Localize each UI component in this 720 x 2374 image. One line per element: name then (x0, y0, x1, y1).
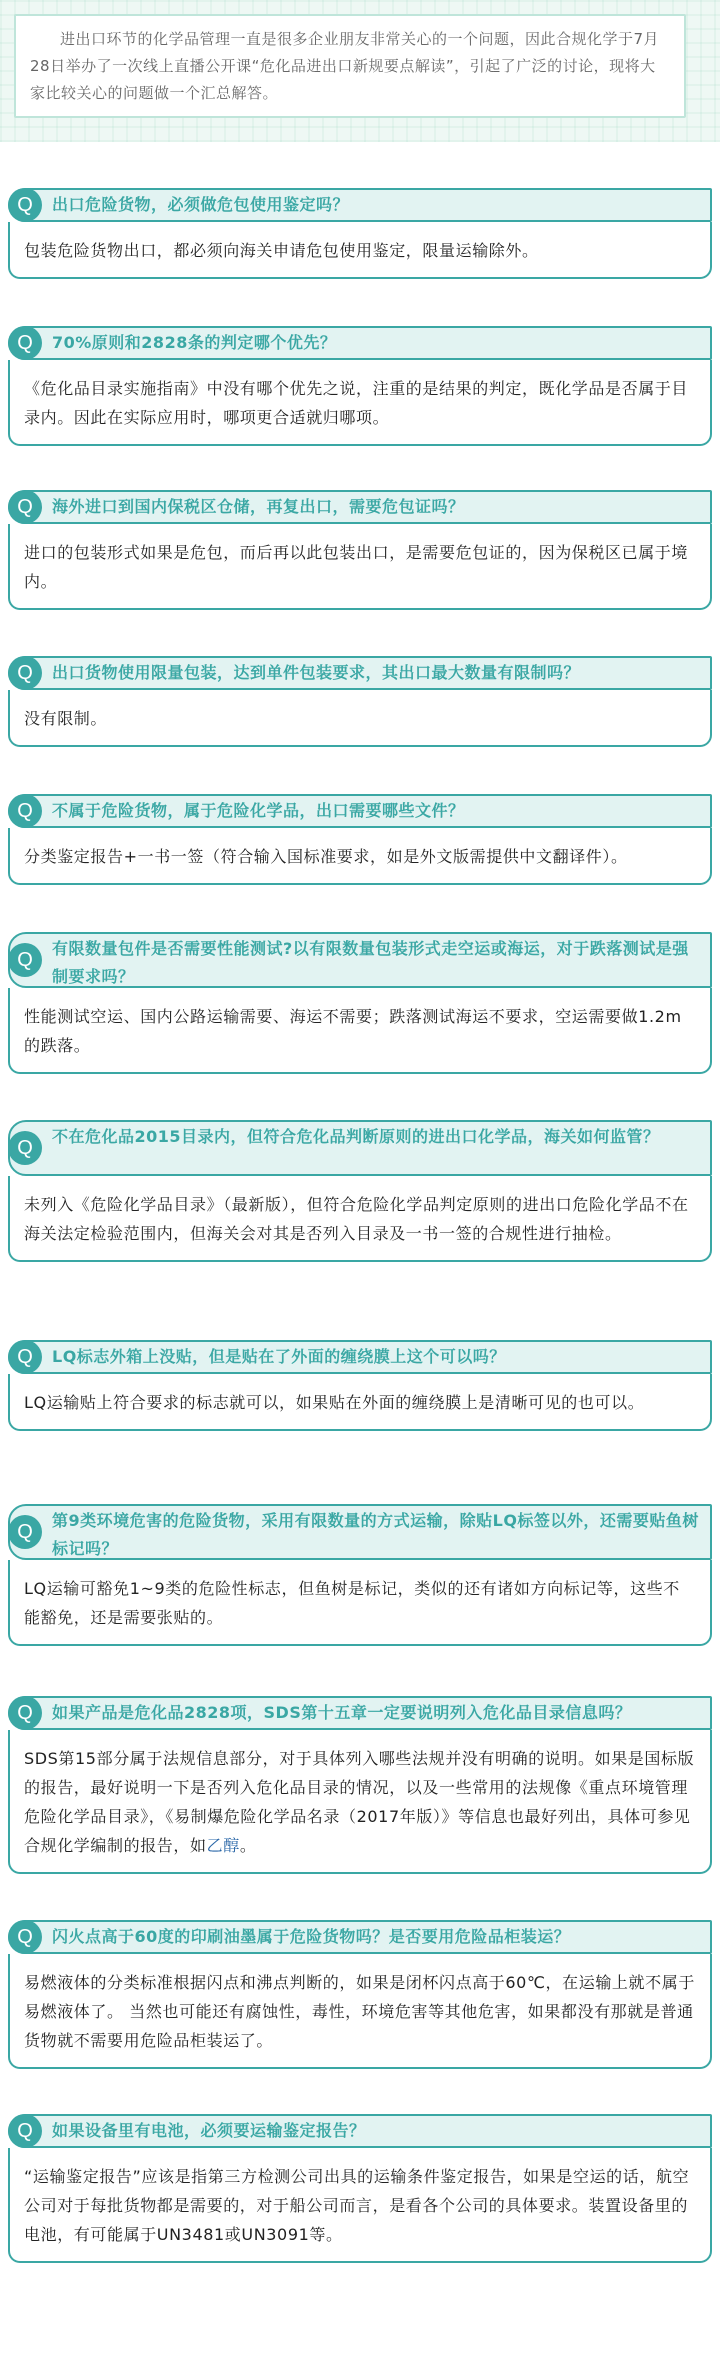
q-icon: Q (8, 490, 42, 524)
question-text: 不在危化品2015目录内，但符合危化品判断原则的进出口化学品，海关如何监管？ (52, 1127, 660, 1146)
answer-text: “运输鉴定报告”应该是指第三方检测公司出具的运输条件鉴定报告，如果是空运的话，航空公司对于每批货物都是需要的，对于船公司而言，是看各个公司的具体要求。装置设备里的电池，有可能属于UN3481或UN3091等。 (24, 2167, 690, 2244)
intro-text: 进出口环节的化学品管理一直是很多企业朋友非常关心的一个问题，因此合规化学于7月28日举办了一次线上直播公开课“危化品进出口新规要点解读”，引起了广泛的讨论，现将大家比较关心的问题做一个汇总解答。 (30, 30, 660, 102)
question-bar (8, 1696, 712, 1730)
q-icon: Q (8, 326, 42, 360)
answer-box (8, 364, 712, 446)
question-text: 第9类环境危害的危险货物，采用有限数量的方式运输，除贴LQ标签以外，还需要贴鱼树标记吗？ (52, 1511, 699, 1558)
qa-item (8, 2114, 712, 2263)
q-icon: Q (8, 1515, 42, 1549)
qa-item (8, 188, 712, 279)
question-bar (8, 188, 712, 222)
question-bar (8, 656, 712, 690)
answer-text: 分类鉴定报告+一书一签（符合输入国标准要求，如是外文版需提供中文翻译件）。 (24, 847, 628, 866)
question-text: 不属于危险货物，属于危险化学品，出口需要哪些文件？ (52, 801, 465, 820)
answer-box (8, 1958, 712, 2069)
qa-item (8, 932, 712, 1074)
q-icon: Q (8, 1920, 42, 1954)
qa-item (8, 1120, 712, 1262)
question-bar (8, 932, 712, 988)
question-text: 海外进口到国内保税区仓储，再复出口，需要危包证吗？ (52, 497, 465, 516)
answer-text: 没有限制。 (24, 709, 108, 728)
q-icon: Q (8, 188, 42, 222)
answer-text: 包装危险货物出口，都必须向海关申请危包使用鉴定，限量运输除外。 (24, 241, 539, 260)
answer-text: 《危化品目录实施指南》中没有哪个优先之说，注重的是结果的判定，既化学品是否属于目录内。因此在实际应用时，哪项更合适就归哪项。 (24, 379, 689, 427)
question-text: 出口危险货物，必须做危包使用鉴定吗？ (52, 195, 350, 214)
qa-item (8, 1920, 712, 2069)
answer-box (8, 528, 712, 610)
qa-item (8, 326, 712, 446)
answer-box (8, 1734, 712, 1874)
q-icon: Q (8, 2114, 42, 2148)
question-text: LQ标志外箱上没贴，但是贴在了外面的缠绕膜上这个可以吗？ (52, 1347, 506, 1366)
answer-text: LQ运输可豁免1~9类的危险性标志，但鱼树是标记，类似的还有诸如方向标记等，这些不能豁免，还是需要张贴的。 (24, 1579, 680, 1627)
answer-text: 性能测试空运、国内公路运输需要、海运不需要；跌落测试海运不要求，空运需要做1.2m的跌落。 (24, 1007, 682, 1055)
answer-box (8, 694, 712, 747)
q-icon: Q (8, 794, 42, 828)
answer-box (8, 2152, 712, 2263)
qa-item (8, 1696, 712, 1874)
question-text: 如果产品是危化品2828项，SDS第十五章一定要说明列入危化品目录信息吗？ (52, 1703, 632, 1722)
question-bar (8, 1340, 712, 1374)
question-bar (8, 1120, 712, 1176)
ethanol-report-link[interactable]: 乙醇 (206, 1836, 240, 1855)
q-icon: Q (8, 1696, 42, 1730)
qa-item (8, 794, 712, 885)
question-text: 闪火点高于60度的印刷油墨属于危险货物吗？是否要用危险品柜装运？ (52, 1927, 571, 1946)
q-icon: Q (8, 943, 42, 977)
question-text: 有限数量包件是否需要性能测试?以有限数量包装形式走空运或海运，对于跌落测试是强制要求吗？ (52, 939, 689, 986)
answer-box (8, 1180, 712, 1262)
answer-box (8, 226, 712, 279)
answer-box (8, 1378, 712, 1431)
question-bar (8, 1920, 712, 1954)
question-bar (8, 794, 712, 828)
question-bar (8, 490, 712, 524)
question-bar (8, 1504, 712, 1560)
answer-text: 进口的包装形式如果是危包，而后再以此包装出口，是需要危包证的，因为保税区已属于境内。 (24, 543, 689, 591)
answer-text: LQ运输贴上符合要求的标志就可以，如果贴在外面的缠绕膜上是清晰可见的也可以。 (24, 1393, 645, 1412)
answer-text: 易燃液体的分类标准根据闪点和沸点判断的，如果是闭杯闪点高于60℃，在运输上就不属于易燃液体了。 当然也可能还有腐蚀性，毒性，环境危害等其他危害，如果都没有那就是普通货物就不需要用危险品柜装运了。 (24, 1973, 695, 2050)
answer-text: SDS第15部分属于法规信息部分，对于具体列入哪些法规并没有明确的说明。如果是国标版的报告，最好说明一下是否列入危化品目录的情况，以及一些常用的法规像《重点环境管理危险化学品目录》，《易制爆危险化学品名录（2017年版）》等信息也最好列出，具体可参见合规化学编制的报告，如 (24, 1749, 695, 1855)
qa-item (8, 1504, 712, 1646)
answer-text-end: 。 (239, 1836, 257, 1855)
question-text: 如果设备里有电池，必须要运输鉴定报告？ (52, 2121, 366, 2140)
q-icon: Q (8, 1340, 42, 1374)
question-text: 70%原则和2828条的判定哪个优先？ (52, 333, 337, 352)
qa-item (8, 656, 712, 747)
qa-item (8, 1340, 712, 1431)
intro-card (14, 14, 686, 118)
question-text: 出口货物使用限量包装，达到单件包装要求，其出口最大数量有限制吗？ (52, 663, 581, 682)
q-icon: Q (8, 656, 42, 690)
q-icon: Q (8, 1131, 42, 1165)
answer-box (8, 992, 712, 1074)
answer-box (8, 1564, 712, 1646)
answer-text: 未列入《危险化学品目录》（最新版），但符合危险化学品判定原则的进出口危险化学品不在海关法定检验范围内，但海关会对其是否列入目录及一书一签的合规性进行抽检。 (24, 1195, 689, 1243)
answer-box (8, 832, 712, 885)
question-bar (8, 2114, 712, 2148)
qa-item (8, 490, 712, 610)
question-bar (8, 326, 712, 360)
